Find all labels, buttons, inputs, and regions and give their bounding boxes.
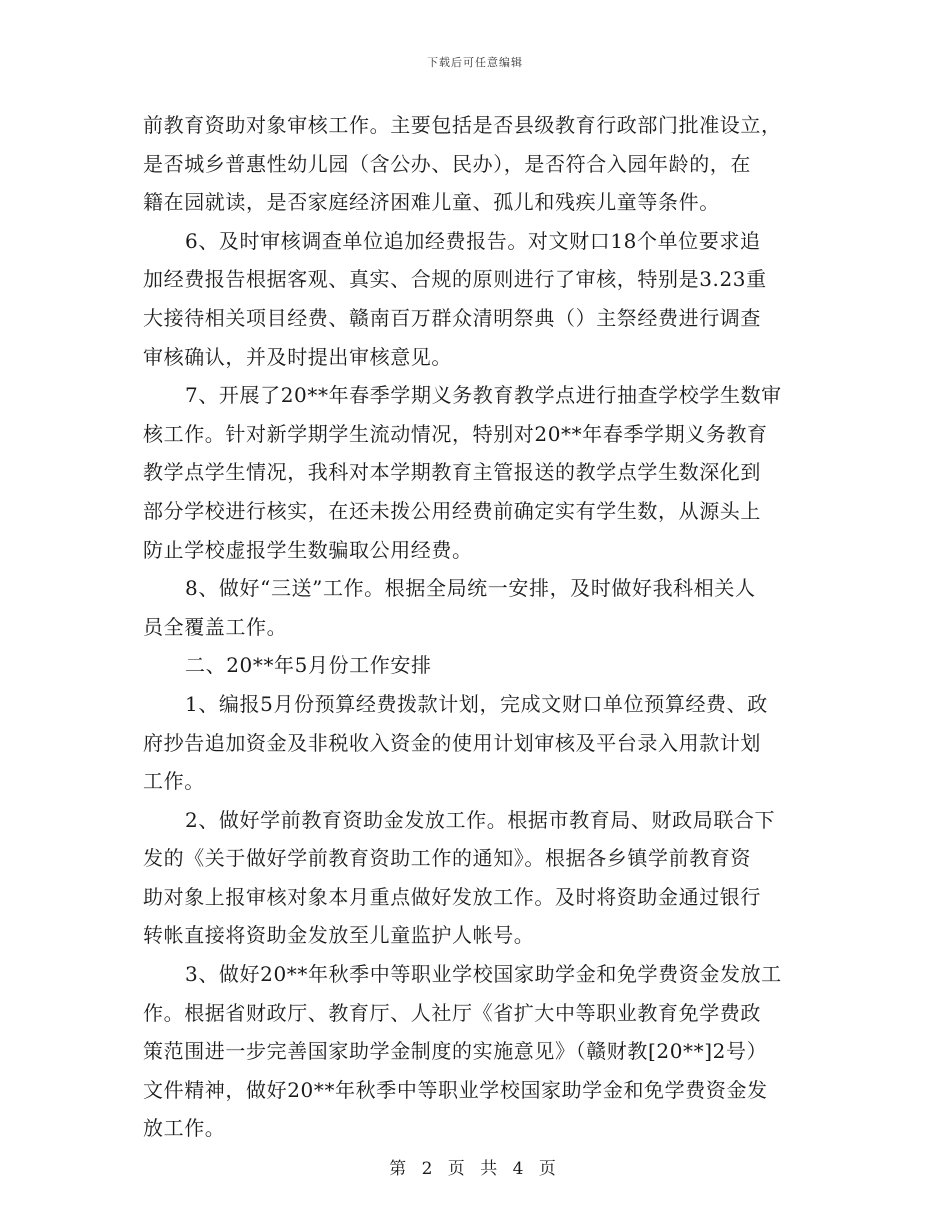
body-text-line: 8、做好“三送”工作。根据全局统一安排，及时做好我科相关人 [185, 576, 756, 601]
body-text-line: 籍在园就读，是否家庭经济困难儿童、孤儿和残疾儿童等条件。 [143, 190, 720, 215]
body-text-line: 府抄告追加资金及非税收入资金的使用计划审核及平台录入用款计划 [143, 730, 761, 755]
body-text-line: 7、开展了20**年春季学期义务教育教学点进行抽查学校学生数审 [185, 383, 782, 408]
body-text-line: 加经费报告根据客观、真实、合规的原则进行了审核，特别是3.23重 [143, 267, 767, 292]
body-text-line: 二、20**年5月份工作安排 [185, 653, 432, 678]
body-text-line: 1、编报5月份预算经费拨款计划，完成文财口单位预算经费、政 [185, 691, 768, 716]
body-text-line: 工作。 [143, 769, 205, 794]
body-text-line: 作。根据省财政厅、教育厅、人社厅《省扩大中等职业教育免学费政 [143, 1000, 761, 1025]
body-text-line: 发的《关于做好学前教育资助工作的通知》。根据各乡镇学前教育资 [143, 846, 751, 871]
body-text-line: 审核确认，并及时提出审核意见。 [143, 344, 452, 369]
body-text-line: 部分学校进行核实，在还未拨公用经费前确定实有学生数，从源头上 [143, 498, 761, 523]
body-text-line: 教学点学生情况，我科对本学期教育主管报送的教学点学生数深化到 [143, 460, 761, 485]
body-text-line: 文件精神，做好20**年秋季中等职业学校国家助学金和免学费资金发 [143, 1077, 768, 1102]
body-text-line: 策范围进一步完善国家助学金制度的实施意见》（赣财教[20**]2号） [143, 1039, 768, 1064]
document-body [143, 106, 811, 1148]
body-text-line: 3、做好20**年秋季中等职业学校国家助学金和免学费资金发放工 [185, 962, 782, 987]
body-text-line: 转帐直接将资助金发放至儿童监护人帐号。 [143, 923, 535, 948]
page-footer: 第 2 页 共 4 页 [389, 1159, 561, 1179]
body-text-line: 6、及时审核调查单位追加经费报告。对文财口18个单位要求追 [185, 228, 761, 253]
body-text-line: 防止学校虚报学生数骗取公用经费。 [143, 537, 473, 562]
body-text-line: 放工作。 [143, 1116, 226, 1141]
page-header: 下载后可任意编辑 [427, 56, 523, 69]
body-text-line: 2、做好学前教育资助金发放工作。根据市教育局、财政局联合下 [185, 807, 776, 832]
body-text-line: 前教育资助对象审核工作。主要包括是否县级教育行政部门批准设立， [143, 113, 782, 137]
body-text-line: 是否城乡普惠性幼儿园（含公办、民办），是否符合入园年龄的，在 [143, 151, 751, 176]
body-text-line: 员全覆盖工作。 [143, 614, 288, 639]
body-text-line: 核工作。针对新学期学生流动情况，特别对20**年春季学期义务教育 [143, 421, 768, 446]
body-text-line: 助对象上报审核对象本月重点做好发放工作。及时将资助金通过银行 [143, 884, 761, 909]
body-text-line: 大接待相关项目经费、赣南百万群众清明祭典（）主祭经费进行调查 [143, 305, 761, 330]
